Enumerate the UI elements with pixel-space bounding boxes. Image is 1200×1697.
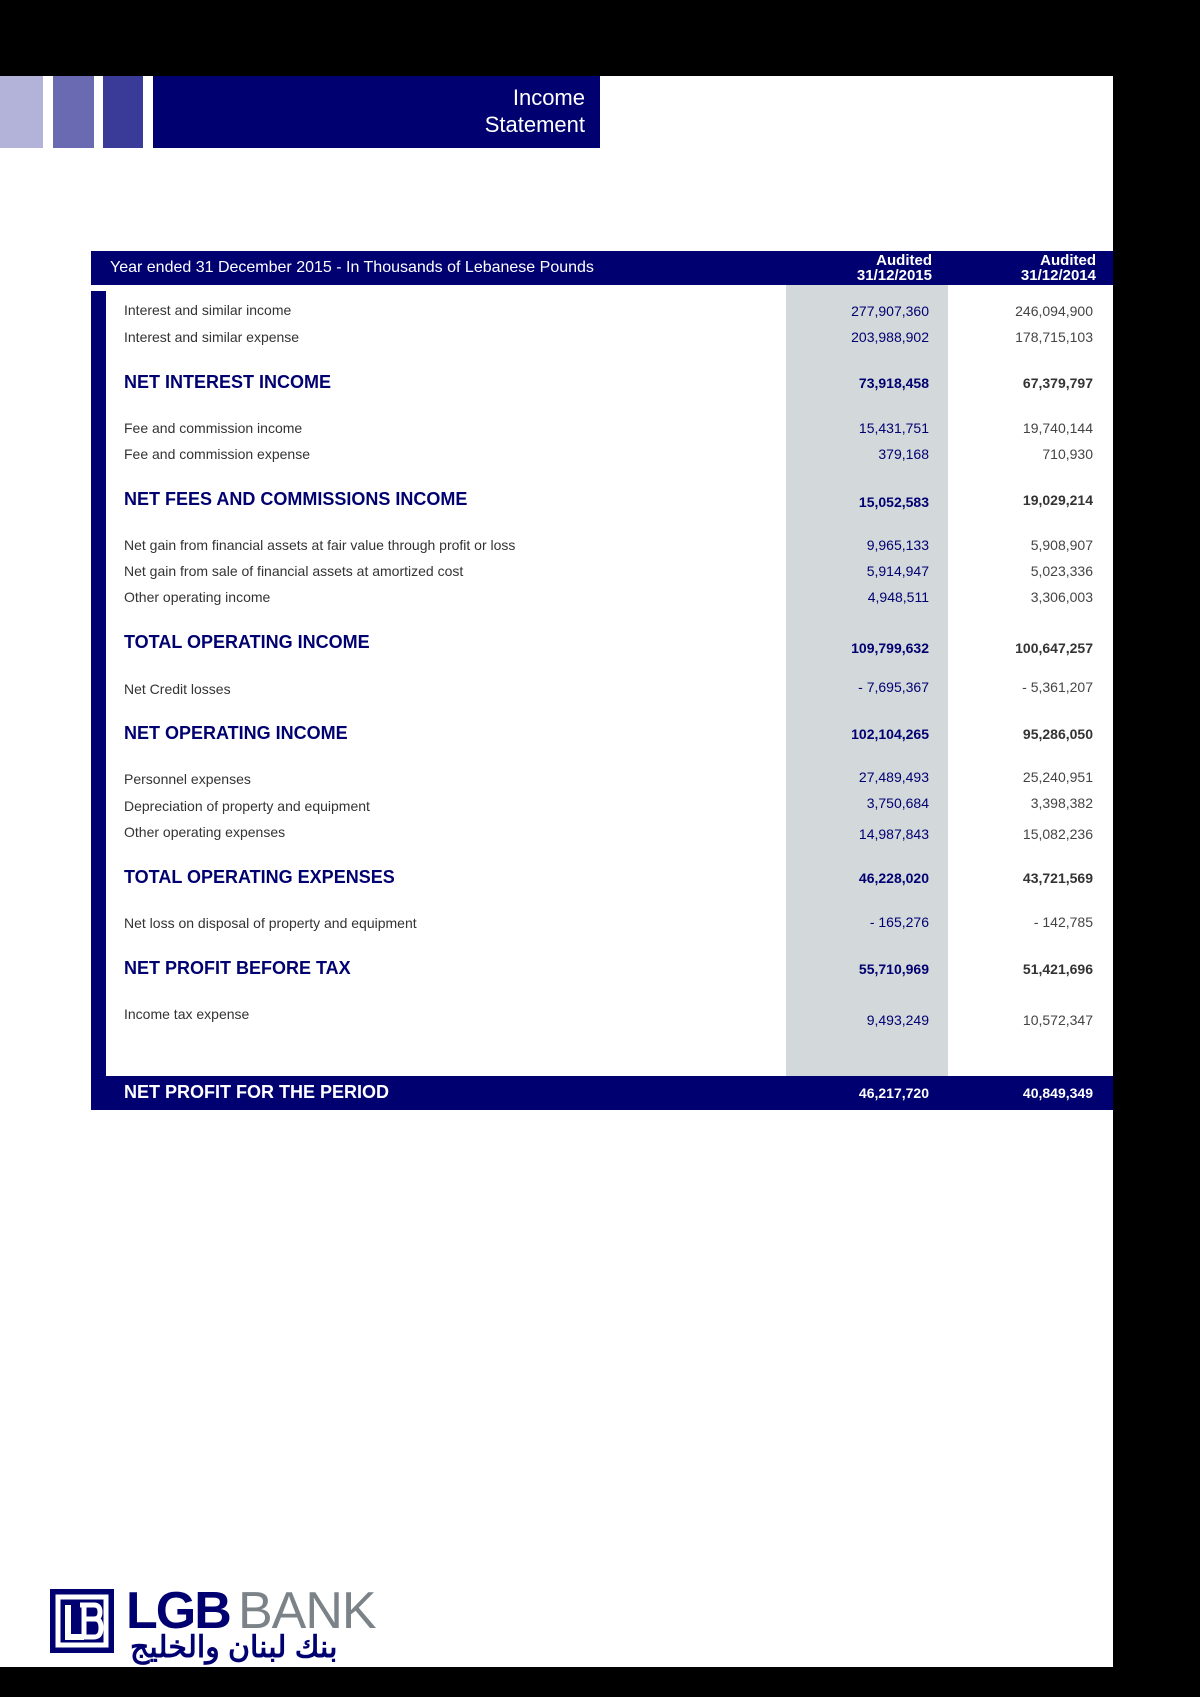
page-title [153, 76, 600, 148]
row-label: Other operating income [124, 589, 271, 605]
net-profit-label: NET PROFIT FOR THE PERIOD [124, 1082, 390, 1102]
row-value-2014: 5,908,907 [1030, 537, 1093, 553]
lgb-bank-logo [50, 1582, 390, 1666]
column-header-2015-line2: 31/12/2015 [856, 267, 932, 284]
row-label: Net Credit losses [124, 681, 231, 697]
row-label: Fee and commission expense [124, 446, 310, 462]
logo-lgb-text: LGB [126, 1582, 230, 1640]
row-label: TOTAL OPERATING INCOME [124, 632, 370, 652]
row-label: NET INTEREST INCOME [124, 372, 332, 392]
row-value-2015: 15,052,583 [858, 494, 929, 510]
column-header-2015 [857, 253, 932, 283]
row-value-2014: 100,647,257 [1015, 640, 1093, 656]
row-label: Depreciation of property and equipment [124, 798, 370, 814]
header-square-2 [53, 76, 94, 148]
column-header-2014 [1021, 253, 1096, 283]
row-value-2014: 95,286,050 [1022, 726, 1093, 742]
net-profit-value-2014: 40,849,349 [1022, 1085, 1093, 1101]
row-value-2015: 3,750,684 [866, 795, 929, 811]
row-value-2015: 109,799,632 [851, 640, 929, 656]
row-value-2015: 73,918,458 [858, 375, 929, 391]
logo-arabic-text: بنك لبنان والخليج [130, 1631, 338, 1664]
column-header-2014-line2: 31/12/2014 [1020, 267, 1096, 284]
row-label: NET OPERATING INCOME [124, 723, 348, 743]
logo-bank-text: BANK [238, 1582, 376, 1640]
net-profit-row [91, 1076, 1113, 1110]
column-header-2014-line1: Audited [1040, 252, 1096, 269]
row-value-2014: 19,740,144 [1022, 420, 1093, 436]
row-label: Fee and commission income [124, 420, 303, 436]
row-value-2014: - 5,361,207 [1022, 679, 1093, 695]
table-caption: Year ended 31 December 2015 - In Thousands of Lebanese Pounds [110, 259, 594, 276]
table-left-bar [91, 291, 106, 1078]
row-label: NET FEES AND COMMISSIONS INCOME [124, 489, 468, 509]
row-label: Income tax expense [124, 1006, 250, 1022]
row-value-2014: 3,398,382 [1030, 795, 1093, 811]
header-square-1 [0, 76, 43, 148]
row-label: Personnel expenses [124, 771, 251, 787]
row-value-2014: 25,240,951 [1022, 769, 1093, 785]
row-value-2014: 10,572,347 [1022, 1012, 1093, 1028]
column-header-2015-line1: Audited [876, 252, 932, 269]
page [0, 76, 1113, 1667]
row-value-2014: 67,379,797 [1022, 375, 1093, 391]
row-value-2014: 15,082,236 [1022, 826, 1093, 842]
row-value-2015: 277,907,360 [851, 303, 929, 319]
row-value-2015: 55,710,969 [858, 961, 929, 977]
net-profit-value-2015: 46,217,720 [858, 1085, 929, 1101]
title-line-2: Statement [484, 112, 585, 137]
row-value-2014: 3,306,003 [1030, 589, 1093, 605]
row-value-2015: 46,228,020 [858, 870, 929, 886]
table-header [91, 251, 1113, 285]
row-value-2014: - 142,785 [1033, 914, 1093, 930]
row-value-2014: 178,715,103 [1015, 329, 1093, 345]
row-value-2015: 5,914,947 [866, 563, 929, 579]
row-value-2014: 710,930 [1042, 446, 1093, 462]
row-value-2014: 43,721,569 [1022, 870, 1093, 886]
row-value-2015: 4,948,511 [867, 589, 929, 605]
row-value-2015: 27,489,493 [858, 769, 929, 785]
row-value-2014: 5,023,336 [1030, 563, 1093, 579]
row-value-2015: 379,168 [878, 446, 929, 462]
row-label: Net loss on disposal of property and equipment [124, 915, 417, 931]
row-value-2015: 9,493,249 [866, 1012, 929, 1028]
row-value-2015: - 7,695,367 [858, 679, 929, 695]
row-label: Other operating expenses [124, 824, 286, 840]
row-value-2015: - 165,276 [869, 914, 929, 930]
row-value-2015: 203,988,902 [851, 329, 929, 345]
row-label: Net gain from sale of financial assets at amortized cost [124, 563, 464, 579]
row-value-2014: 51,421,696 [1022, 961, 1093, 977]
row-label: Interest and similar expense [124, 329, 300, 345]
row-label: TOTAL OPERATING EXPENSES [124, 867, 395, 887]
row-value-2015: 102,104,265 [851, 726, 929, 742]
header-square-3 [103, 76, 143, 148]
row-label: NET PROFIT BEFORE TAX [124, 958, 351, 978]
row-value-2014: 246,094,900 [1015, 303, 1093, 319]
title-line-1: Income [512, 85, 585, 110]
lgb-emblem-icon [50, 1589, 114, 1653]
row-value-2015: 9,965,133 [866, 537, 929, 553]
row-label: Net gain from financial assets at fair value through profit or loss [124, 537, 516, 553]
row-value-2015: 14,987,843 [858, 826, 929, 842]
row-label: Interest and similar income [124, 302, 292, 318]
row-value-2014: 19,029,214 [1022, 492, 1093, 508]
row-value-2015: 15,431,751 [858, 420, 929, 436]
